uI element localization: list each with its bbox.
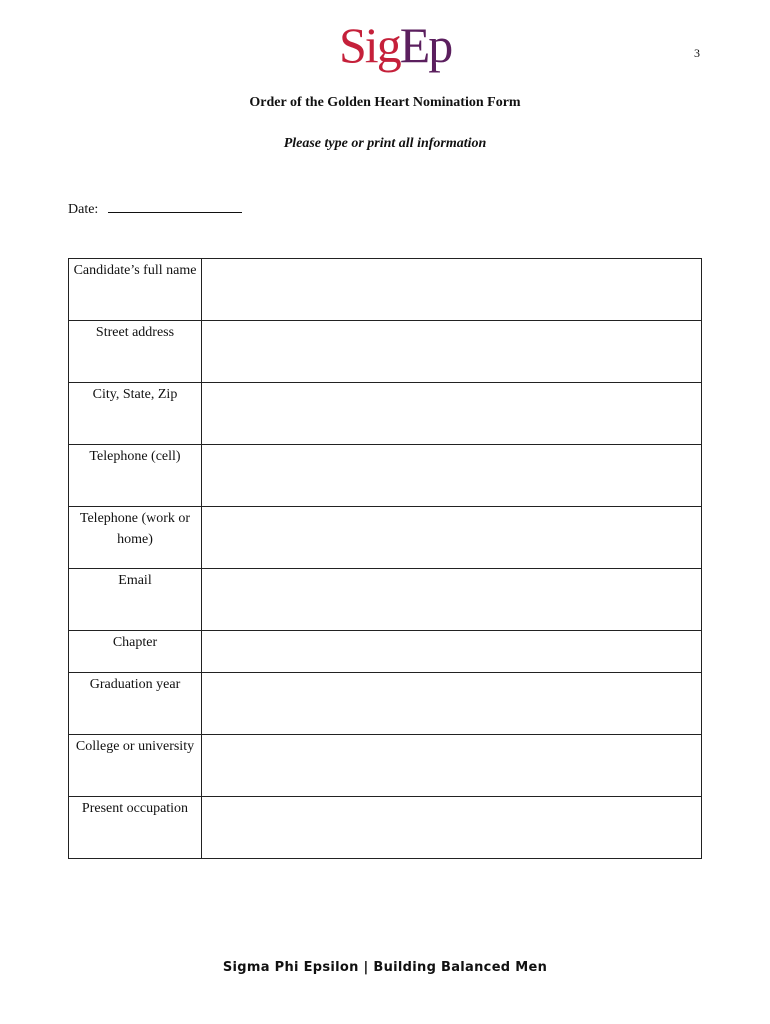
table-row <box>69 735 702 797</box>
row-label: Graduation year <box>69 673 202 735</box>
street-address-field[interactable] <box>202 321 702 383</box>
date-label: Date: <box>68 202 99 217</box>
occupation-field[interactable] <box>202 797 702 859</box>
graduation-year-field[interactable] <box>202 673 702 735</box>
page-number: 3 <box>694 46 700 60</box>
row-label: Email <box>69 569 202 631</box>
college-field[interactable] <box>202 735 702 797</box>
table-row <box>69 321 702 383</box>
telephone-cell-field[interactable] <box>202 445 702 507</box>
table-row <box>69 507 702 569</box>
form-subtitle: Please type or print all information <box>283 136 487 151</box>
row-label: Street address <box>69 321 202 383</box>
table-row <box>69 445 702 507</box>
date-field[interactable] <box>108 198 242 213</box>
row-label: Candidate’s full name <box>69 259 202 321</box>
table-row <box>69 383 702 445</box>
chapter-field[interactable] <box>202 631 702 673</box>
logo-sig-text: Sig <box>339 17 400 73</box>
row-label: College or university <box>69 735 202 797</box>
city-state-zip-field[interactable] <box>202 383 702 445</box>
footer-tagline: Sigma Phi Epsilon | Building Balanced Men <box>222 960 548 975</box>
candidate-name-field[interactable] <box>202 259 702 321</box>
logo-ep-text: Ep <box>399 17 452 73</box>
table-row <box>69 259 702 321</box>
table-row <box>69 797 702 859</box>
nomination-table <box>68 258 702 859</box>
email-field[interactable] <box>202 569 702 631</box>
row-label: City, State, Zip <box>69 383 202 445</box>
row-label: Telephone (cell) <box>69 445 202 507</box>
date-row <box>68 198 242 218</box>
table-row <box>69 673 702 735</box>
row-label: Present occupation <box>69 797 202 859</box>
sigep-logo <box>339 14 451 76</box>
row-label: Chapter <box>69 631 202 673</box>
form-title: Order of the Golden Heart Nomination Form <box>249 95 521 110</box>
telephone-work-field[interactable] <box>202 507 702 569</box>
table-row <box>69 631 702 673</box>
table-row <box>69 569 702 631</box>
row-label: Telephone (work or home) <box>69 507 202 569</box>
